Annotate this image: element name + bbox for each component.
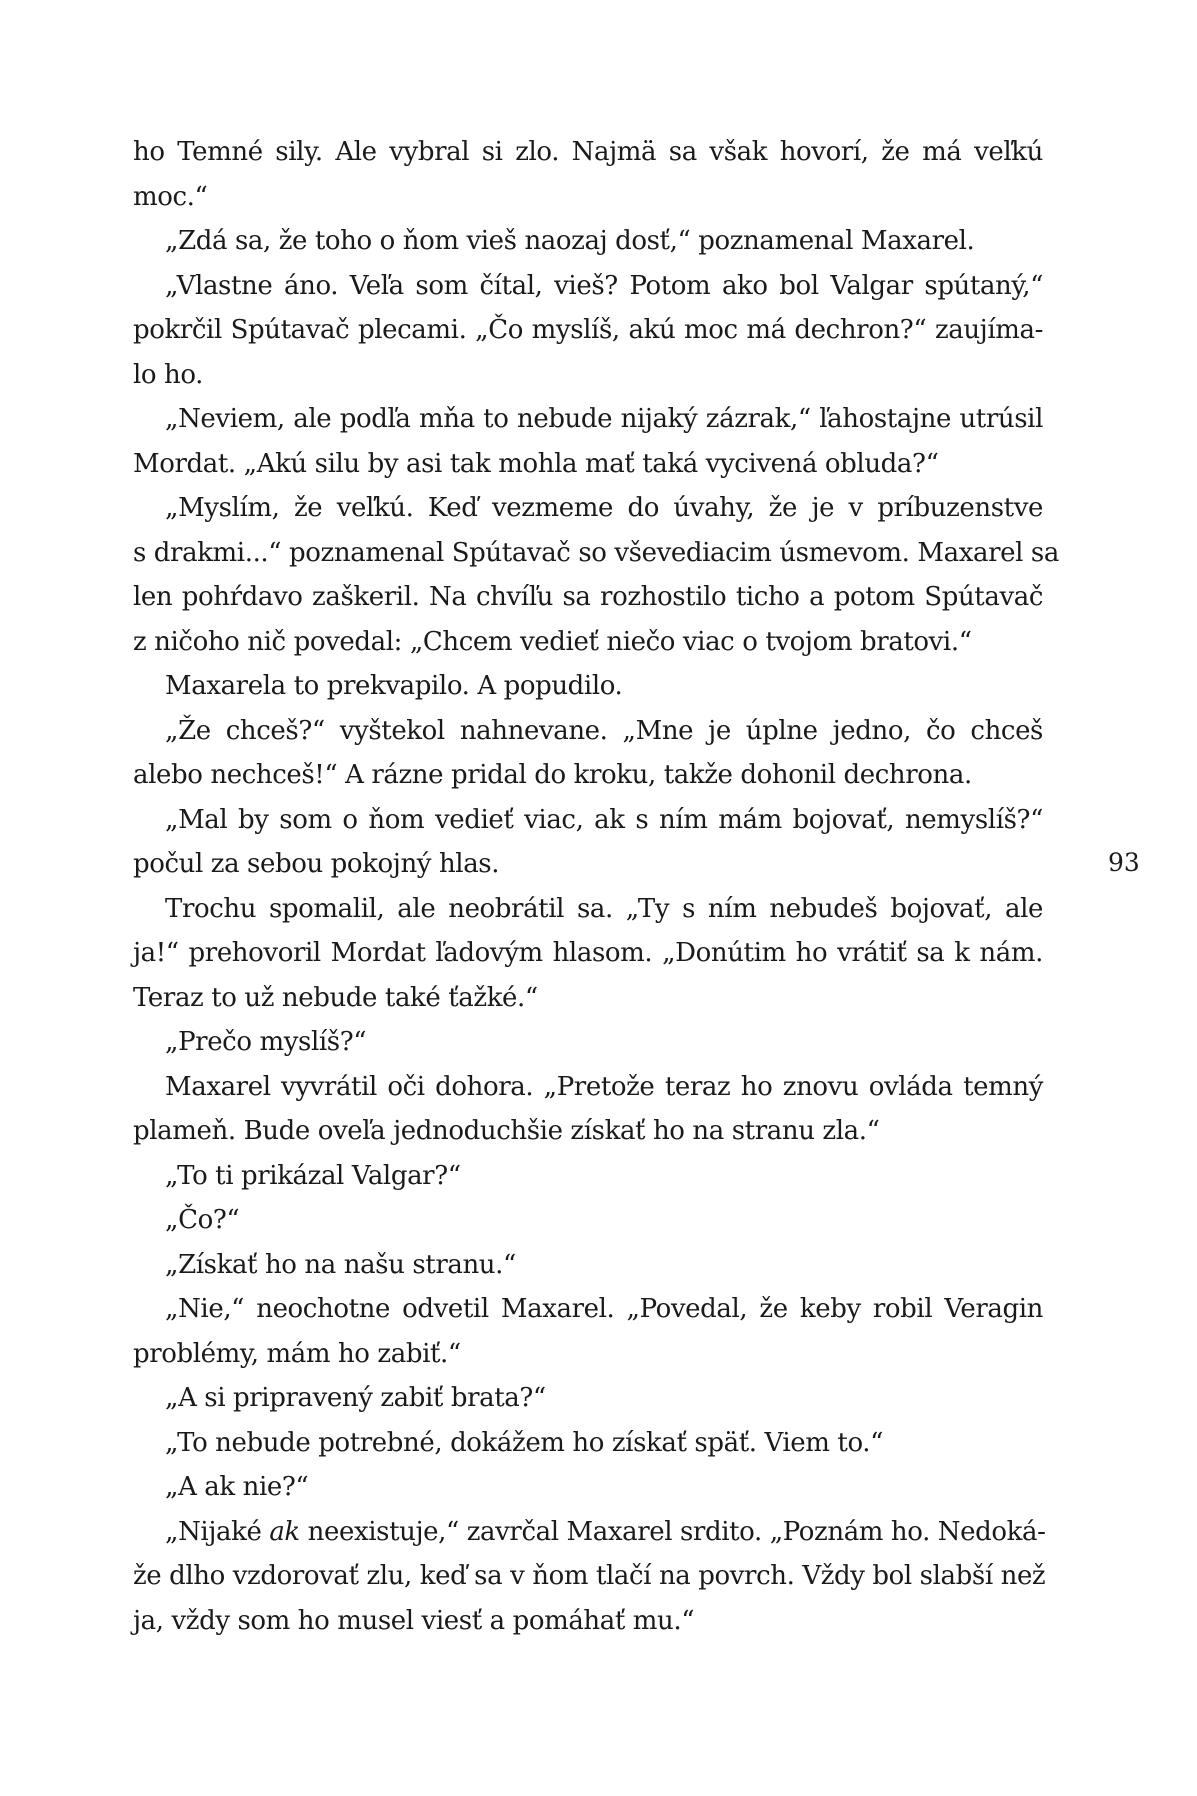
text-line: len pohŕdavo zaškeril. Na chvíľu sa rozhostilo ticho a potom Spútavač xyxy=(133,582,1043,612)
text-line: „Vlastne áno. Veľa som čítal, vieš? Potom ako bol Valgar spútaný,“ xyxy=(165,270,1043,301)
text-line: Teraz to už nebude také ťažké.“ xyxy=(133,982,538,1013)
text-line: z ničoho nič povedal: „Chcem vedieť niečo viac o tvojom bratovi.“ xyxy=(133,626,972,657)
page-number: 93 xyxy=(1108,848,1140,877)
text-line: „Získať ho na našu stranu.“ xyxy=(165,1249,516,1280)
text-line: alebo nechceš!“ A rázne pridal do kroku, takže dohonil dechrona. xyxy=(133,760,972,790)
text-line: problémy, mám ho zabiť.“ xyxy=(133,1338,461,1369)
text-line: Mordat. „Akú silu by asi tak mohla mať taká vycivená obluda?“ xyxy=(133,448,939,479)
text-line: „Myslím, že veľkú. Keď vezmeme do úvahy, že je v príbuzenstve xyxy=(165,493,1043,523)
text-line: Maxarel vyvrátil oči dohora. „Pretože teraz ho znovu ovláda temný xyxy=(165,1071,1043,1102)
text-line: plameň. Bude oveľa jednoduchšie získať ho na stranu zla.“ xyxy=(133,1116,880,1146)
text-line: „Nie,“ neochotne odvetil Maxarel. „Povedal, že keby robil Veragin xyxy=(165,1294,1043,1324)
text-line: „Že chceš?“ vyštekol nahnevane. „Mne je úplne jedno, čo chceš xyxy=(165,715,1043,746)
text-line: „Čo?“ xyxy=(165,1205,240,1235)
text-line: „A ak nie?“ xyxy=(165,1472,309,1502)
text-line: ja!“ prehovoril Mordat ľadovým hlasom. „Donútim ho vrátiť sa k nám. xyxy=(133,938,1043,968)
emphasized-word: ak xyxy=(269,1516,300,1547)
text-line: moc.“ xyxy=(133,181,208,212)
text-line: počul za sebou pokojný hlas. xyxy=(133,849,500,879)
text-line: „To nebude potrebné, dokážem ho získať späť. Viem to.“ xyxy=(165,1427,884,1458)
text-line: Trochu spomalil, ale neobrátil sa. „Ty s ním nebudeš bojovať, ale xyxy=(165,893,1043,924)
text-line: „Prečo myslíš?“ xyxy=(165,1027,367,1057)
text-line: „To ti prikázal Valgar?“ xyxy=(165,1160,461,1191)
text-line: ja, vždy som ho musel viesť a pomáhať mu.“ xyxy=(133,1605,695,1636)
text-line: „A si pripravený zabiť brata?“ xyxy=(165,1383,546,1413)
text-line: „Nijaké ak neexistuje,“ zavrčal Maxarel srdito. „Poznám ho. Nedoká- xyxy=(165,1516,1046,1547)
text-line: pokrčil Spútavač plecami. „Čo myslíš, akú moc má dechron?“ zaujíma- xyxy=(133,315,1043,345)
text-line: ho Temné sily. Ale vybral si zlo. Najmä sa však hovorí, že má veľkú xyxy=(133,137,1043,167)
body-text xyxy=(133,130,1059,1643)
text-line: Maxarela to prekvapilo. A popudilo. xyxy=(165,671,623,701)
text-line: že dlho vzdorovať zlu, keď sa v ňom tlačí na povrch. Vždy bol slabší než xyxy=(133,1561,1046,1591)
text-line: „Zdá sa, že toho o ňom vieš naozaj dosť,“ poznamenal Maxarel. xyxy=(165,226,975,256)
text-line: „Neviem, ale podľa mňa to nebude nijaký zázrak,“ ľahostajne utrúsil xyxy=(165,404,1043,434)
text-line: lo ho. xyxy=(133,359,204,390)
text-line: „Mal by som o ňom vedieť viac, ak s ním mám bojovať, nemyslíš?“ xyxy=(165,804,1043,835)
text-line: s drakmi...“ poznamenal Spútavač so vševediacim úsmevom. Maxarel sa xyxy=(133,537,1059,568)
